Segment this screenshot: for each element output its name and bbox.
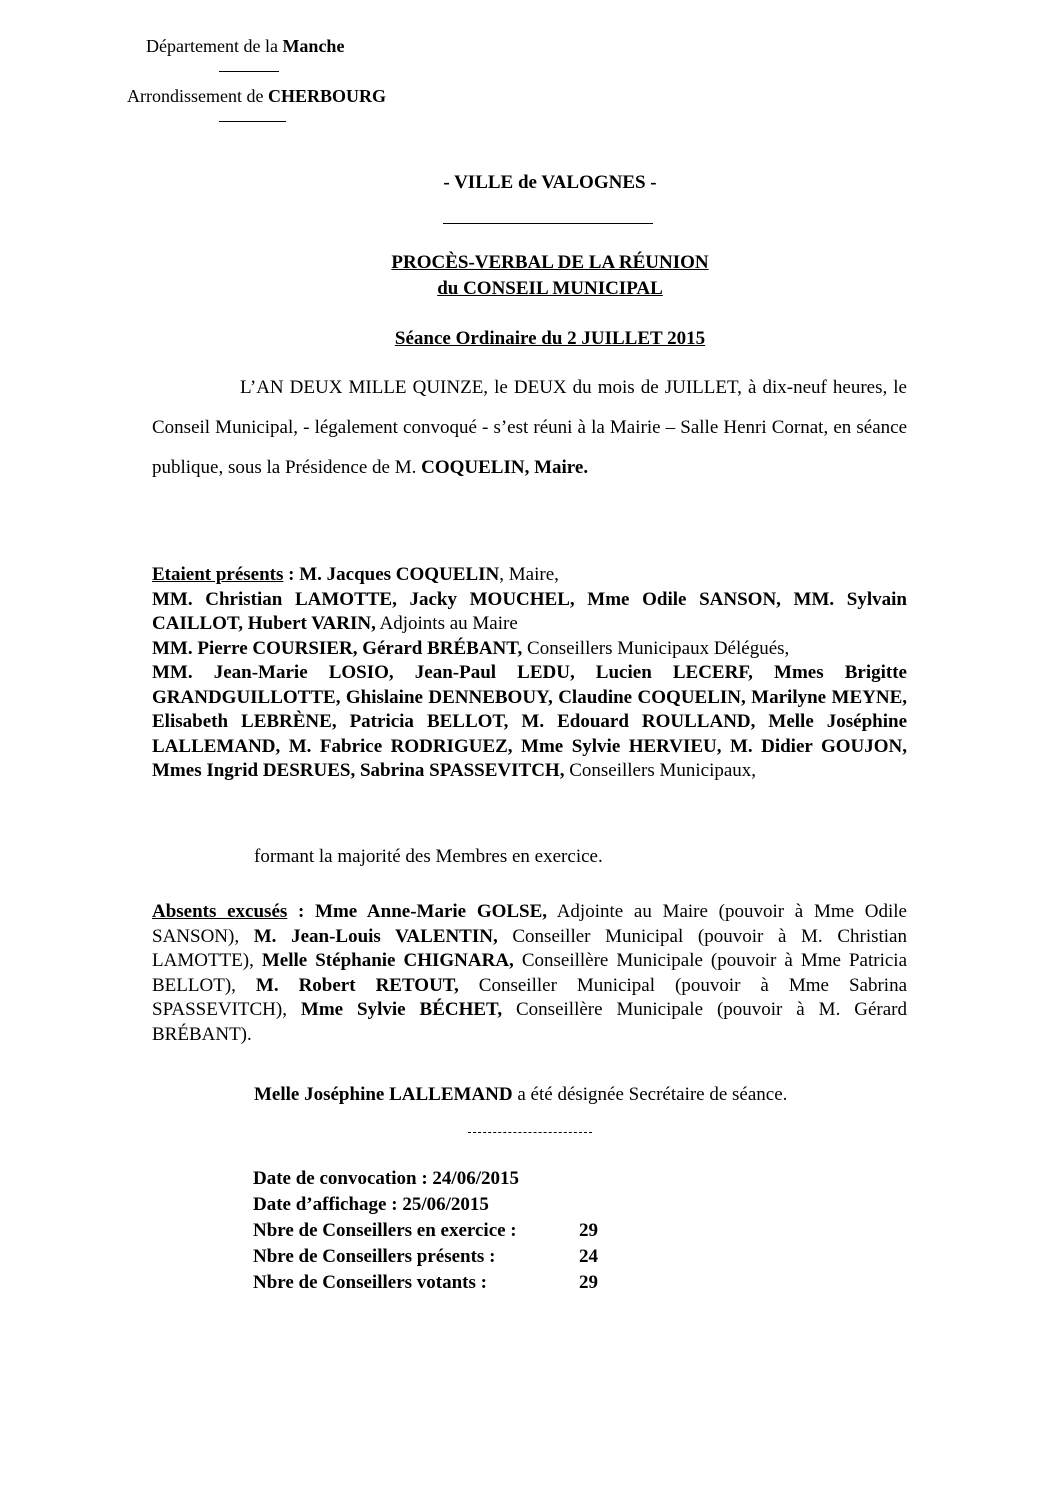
intro-paragraph — [152, 368, 907, 488]
departement-name: Manche — [282, 36, 345, 56]
divider — [219, 71, 279, 72]
stat-label: Date de convocation : 24/06/2015 — [253, 1168, 519, 1189]
arrondissement-label: Arrondissement de — [127, 86, 264, 106]
pv-title-line2: du CONSEIL MUNICIPAL — [437, 278, 663, 299]
secretaire-text: a été désignée Secrétaire de séance. — [512, 1084, 788, 1105]
absent-detail: Conseiller Municipal (pouvoir à Mme Sabrina SPASSEVITCH), — [152, 974, 907, 1020]
absents-paragraph — [152, 900, 907, 1047]
stat-label: Nbre de Conseillers votants : — [253, 1272, 487, 1293]
stat-row — [253, 1192, 598, 1218]
seance-title — [330, 328, 770, 350]
absent-detail: Conseillère Municipale (pouvoir à M. Gérard BRÉBANT). — [152, 999, 907, 1045]
stat-label: Nbre de Conseillers présents : — [253, 1246, 496, 1267]
pv-title — [330, 250, 770, 302]
presents-label: Etaient présents — [152, 564, 284, 585]
intro-president: COQUELIN, Maire. — [421, 457, 589, 478]
departement-line — [146, 36, 344, 57]
seance-text: Séance Ordinaire du 2 JUILLET 2015 — [394, 328, 706, 349]
absent-name: M. Robert RETOUT, — [255, 974, 459, 996]
stat-value: 24 — [579, 1246, 598, 1267]
absent-detail: Adjointe au Maire (pouvoir à Mme Odile SANSON), — [152, 901, 907, 947]
stats-block — [253, 1166, 598, 1296]
presents-conseillers: MM. Jean-Marie LOSIO, Jean-Paul LEDU, Lucien LECERF, Mmes Brigitte GRANDGUILLOTTE, Ghislaine DENNEBOUY, Claudine COQUELIN, Marilyne MEYNE, Elisabeth LEBRÈNE, Patricia BELLOT, M. Edouard ROULLAND, Melle Joséphine LALLEMAND, M. Fabrice RODRIGUEZ, Mme Sylvie HERVIEU, M. Didier GOUJON, Mmes Ingrid DESRUES, Sabrina SPASSEVITCH, — [152, 662, 907, 781]
absent-name: Melle Stéphanie CHIGNARA, — [261, 950, 514, 971]
presents-adjoints: MM. Christian LAMOTTE, Jacky MOUCHEL, Mme Odile SANSON, MM. Sylvain CAILLOT, Hubert VARIN, — [152, 588, 907, 634]
arrondissement-line — [127, 86, 386, 107]
absent-detail: Conseillère Municipale (pouvoir à Mme Patricia BELLOT), — [152, 950, 907, 996]
majorite-line — [254, 846, 603, 868]
majorite-text: formant la majorité des Membres en exercice. — [254, 846, 603, 867]
arrondissement-name: CHERBOURG — [267, 86, 386, 106]
stat-value: 29 — [579, 1272, 598, 1293]
presents-maire: M. Jacques COQUELIN — [299, 564, 500, 585]
presents-conseillers-role: Conseillers Municipaux, — [564, 760, 757, 781]
presents-sep: : — [283, 564, 300, 585]
presents-adjoints-role: Adjoints au Maire — [375, 613, 518, 634]
presents-delegues: MM. Pierre COURSIER, Gérard BRÉBANT, — [152, 637, 523, 659]
dashed-divider — [468, 1132, 592, 1133]
secretaire-line — [254, 1084, 787, 1106]
stat-row — [253, 1166, 598, 1192]
presents-delegues-role: Conseillers Municipaux Délégués, — [522, 637, 790, 659]
divider — [443, 223, 653, 224]
pv-title-line1: PROCÈS-VERBAL DE LA RÉUNION — [391, 252, 709, 273]
absents-sep: : — [287, 901, 316, 922]
absent-detail: Conseiller Municipal (pouvoir à M. Christian LAMOTTE), — [152, 925, 907, 971]
ville-title — [330, 172, 770, 194]
stat-label: Nbre de Conseillers en exercice : — [253, 1220, 517, 1241]
departement-label: Département de la — [146, 36, 278, 56]
ville-text: - VILLE de VALOGNES - — [443, 172, 657, 193]
stat-row — [253, 1218, 598, 1244]
absents-label: Absents excusés — [152, 901, 288, 922]
secretaire-name: Melle Joséphine LALLEMAND — [254, 1084, 513, 1105]
stat-row — [253, 1244, 598, 1270]
stat-value: 29 — [579, 1220, 598, 1241]
absent-name: M. Jean-Louis VALENTIN, — [253, 925, 498, 947]
presents-maire-role: , Maire, — [499, 564, 559, 585]
absent-name: Mme Anne-Marie GOLSE, — [315, 901, 548, 922]
intro-text: L’AN DEUX MILLE QUINZE, le DEUX du mois de JUILLET, à dix-neuf heures, le Conseil Municipal, - légalement convoqué - s’est réuni à la Mairie – Salle Henri Cornat, en séance publique, sous la Présidence de M. — [152, 377, 907, 478]
presents-paragraph — [152, 563, 907, 784]
absent-name: Mme Sylvie BÉCHET, — [300, 999, 503, 1020]
stat-label: Date d’affichage : 25/06/2015 — [253, 1194, 489, 1215]
divider — [219, 121, 286, 122]
stat-row — [253, 1270, 598, 1296]
